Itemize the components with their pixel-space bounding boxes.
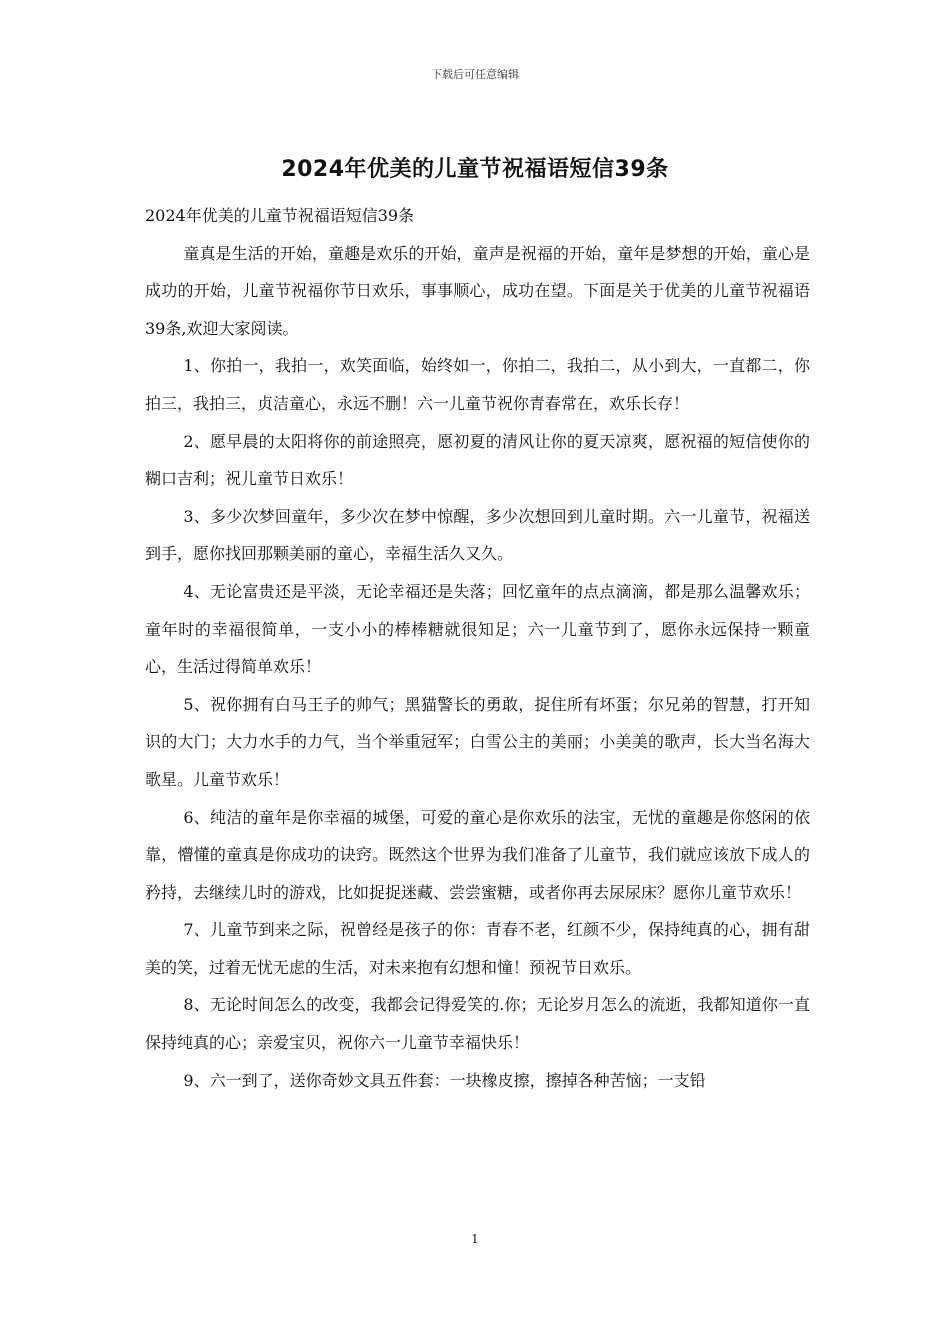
- list-item: 4、无论富贵还是平淡，无论幸福还是失落；回忆童年的点点滴滴，都是那么温馨欢乐；童年时的幸福很简单，一支小小的棒棒糖就很知足；六一儿童节到了，愿你永远保持一颗童心，生活过得简单欢乐！: [145, 581, 810, 677]
- page-number: 1: [471, 1232, 479, 1246]
- list-item: 1、你拍一，我拍一，欢笑面临，始终如一，你拍二，我拍二，从小到大，一直都二，你拍三，我拍三，贞洁童心，永远不删！六一儿童节祝你青春常在，欢乐长存！: [145, 356, 810, 413]
- subtitle-line: 2024年优美的儿童节祝福语短信39条: [145, 206, 415, 225]
- list-item: 7、儿童节到来之际，祝曾经是孩子的你：青春不老，红颜不少，保持纯真的心，拥有甜美的笑，过着无忧无虑的生活，对未来抱有幻想和憧！预祝节日欢乐。: [145, 920, 810, 977]
- list-item: 3、多少次梦回童年，多少次在梦中惊醒，多少次想回到儿童时期。六一儿童节，祝福送到手，愿你找回那颗美丽的童心，幸福生活久又久。: [145, 506, 810, 564]
- list-item: 9、六一到了，送你奇妙文具五件套：一块橡皮擦，擦掉各种苦恼；一支铅: [183, 1070, 706, 1090]
- list-item: 6、纯洁的童年是你幸福的城堡，可爱的童心是你欢乐的法宝，无忧的童趣是你悠闲的依靠，懵懂的童真是你成功的诀窍。既然这个世界为我们准备了儿童节，我们就应该放下成人的矜持，去继续儿时的游戏，比如捉捉迷藏、尝尝蜜糖，或者你再去尿尿床？愿你儿童节欢乐！: [145, 807, 810, 902]
- list-item: 8、无论时间怎么的改变，我都会记得爱笑的.你；无论岁月怎么的流逝，我都知道你一直保持纯真的心；亲爱宝贝，祝你六一儿童节幸福快乐！: [145, 995, 810, 1053]
- intro-paragraph: 童真是生活的开始，童趣是欢乐的开始，童声是祝福的开始，童年是梦想的开始，童心是成功的开始，儿童节祝福你节日欢乐，事事顺心，成功在望。下面是关于优美的儿童节祝福语39条,欢迎大家阅读。: [145, 243, 810, 338]
- page-title: 2024年优美的儿童节祝福语短信39条: [281, 157, 669, 182]
- document-body: [145, 197, 810, 1099]
- list-item: 2、愿早晨的太阳将你的前途照亮，愿初夏的清风让你的夏天凉爽，愿祝福的短信使你的糊口吉利；祝儿童节日欢乐！: [145, 431, 810, 489]
- list-item: 5、祝你拥有白马王子的帅气；黑猫警长的勇敢，捉住所有坏蛋；尔兄弟的智慧，打开知识的大门；大力水手的力气，当个举重冠军；白雪公主的美丽；小美美的歌声，长大当名海大歌星。儿童节欢乐！: [145, 694, 810, 789]
- header-note: 下载后可任意编辑: [431, 68, 519, 81]
